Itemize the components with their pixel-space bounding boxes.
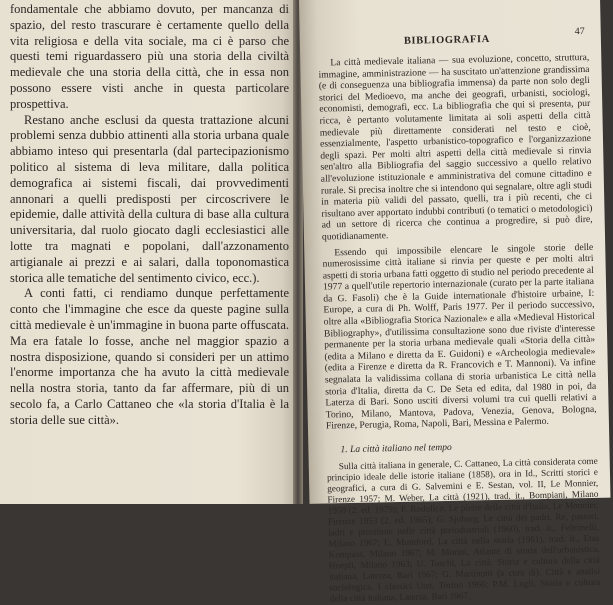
left-paragraph-1: fondamentale che abbiamo dovuto, per mancanza di spazio, del resto trascurare è certamente quello della vita religiosa e della vita sociale, ma ci è parso che questi temi riguardassero più una storia della civiltà medievale che una storia della città, che in essa non possono essere visti anche in questa particolare prospettiva. <box>10 2 289 111</box>
left-paragraph-3: A conti fatti, ci rendiamo dunque perfettamente conto che l'immagine che esce da queste pagine sulla città medievale è un'immagine in buona parte offuscata. Ma era fatale lo fosse, anche nel maggior spazio a nostra disposizione, quando si consideri per un attimo l'enorme importanza che ha avuto la città medievale nella nostra storia, tanto da far affermare, più di un secolo fa, a Carlo Cattaneo che «la storia d'Italia è la storia delle sue città». <box>10 286 289 427</box>
section-heading: 1. La città italiano nel tempo <box>340 441 452 456</box>
page-header <box>318 24 590 58</box>
section-text: Sulla città italiana in generale, C. Cattaneo, La città considerata come principio ideale delle istorie italiane (1858), ora in Id., Scritti storici e geografici, a cura di G. Salvemini e E. Sestan, vol. II, Le Monnier, Firenze 1957; M. Weber, La città (1921), trad. it., Bompiani, Milano 1950 (2. ed. 1979); F. Rodolico, Le pietre delle città d'Italia, Le Monnier, Firenze 1953 (2. ed. 1965); G. Sjoberg, Le città dei padri. Re, pastori, ladri e prostitute nelle città preindustriali (1960), trad. it., Feltrinelli, Milano 1967; L. Mumford, La città nella storia (1961), trad. it., Etas Kompass, Milano 1967; M. Morini, Atlante di storia dell'urbanistica, Hoepli, Milano 1963; U. Toschi, La città. Storia e cultura della città italiana, Laterza, Bari 1967; G. Martinotti (a cura di), Città e analisi sociologica. I classici Utet, Torino 1966; P.M. Lugli, Storia e cultura della città italiana, Laterza, Bari 1967. <box>326 455 601 604</box>
right-paragraph-1: La città medievale italiana — sua evoluzione, concetto, struttura, immagine, amministrazione — ha suscitato un'attenzione grandissima (e di conseguenza una bibliografia immensa) da parte non solo degli storici del Medioevo, ma anche dei geografi, urbanisti, sociologi, economisti, demografi, ecc. La bibliografia che qui si presenta, pur ricca, è pertanto volutamente limitata ai soli aspetti della città medievale più direttamente considerati nel testo e cioè, essenzialmente, l'aspetto urbanistico-topografico e l'organizzazione degli spazi. Per molti altri aspetti della città medievale si rinvia sen'altro alla Bibliografia del saggio successivo a quello relativo all'evoluzione istituzionale e amministrativa del comune cittadino e rurale. Si precisa inoltre che si intendono qui segnalare, oltre agli studi in materia più validi del passato, quelli, tra i più recenti, che ci risultano aver apportato indubbi contributi (o tematici o metodologici) ad un settore di ricerca che continua a progredire, si può dire, quotidianamente. <box>318 51 593 243</box>
left-book-page <box>0 0 297 504</box>
right-book-page <box>299 0 610 604</box>
right-paragraph-2: Essendo qui impossibile elencare le singole storie delle numerosissime città italiane si rinvia per queste e per molti altri aspetti di storia urbana fatti oggetto di studio nel periodo precedente al 1977 a quell'utile repertorio internazionale (curato per la parte italiana da G. Fasoli) che è la Guide internationale d'histoire urbaine, I: Europe, a cura di Ph. Wolff, Paris 1977. Per il periodo successivo, oltre alla «Bibliografia Storica Nazionale» e alla «Medieval Historical Bibliography», d'utilissima consultazione sono due riviste d'interesse permanente per la storia urbana medievale quali «Storia della città» (edita a Milano e diretta da E. Guidoni) e «Archeologia medievale» (edita a Firenze e diretta da R. Francovich e T. Mannoni). Va infine segnalata la validissima collana di storia urbanistica Le città nella storia d'Italia, diretta da C. De Seta ed edita, dal 1980 in poi, da Laterza di Bari. Sono usciti diversi volumi tra cui quelli relativi a Torino, Milano, Mantova, Padova, Venezia, Genova, Bologna, Firenze, Perugia, Roma, Napoli, Bari, Messina e Palermo. <box>322 241 597 432</box>
page-title: BIBLIOGRAFIA <box>403 34 490 47</box>
page-number: 47 <box>574 26 585 38</box>
left-paragraph-2: Restano anche esclusi da questa trattazione alcuni problemi senza dubbio attinenti alla storia urbana quale abbiamo inteso qui presentarla (dal partecipazionismo politico al sistema di leva militare, dalla politica demografica ai sistemi fiscali, dai provvedimenti annonari a quelli predisposti per circoscrivere le epidemie, dalle attività della cultura di base alla cultura universitaria, dal ruolo giocato dagli ecclesiastici alle lotte tra magnati e popolani, dall'azzonamento artigianale ai prezzi e ai salari, dalla toponomastica storica alle tematiche del sentimento civico, ecc.). <box>10 112 289 285</box>
